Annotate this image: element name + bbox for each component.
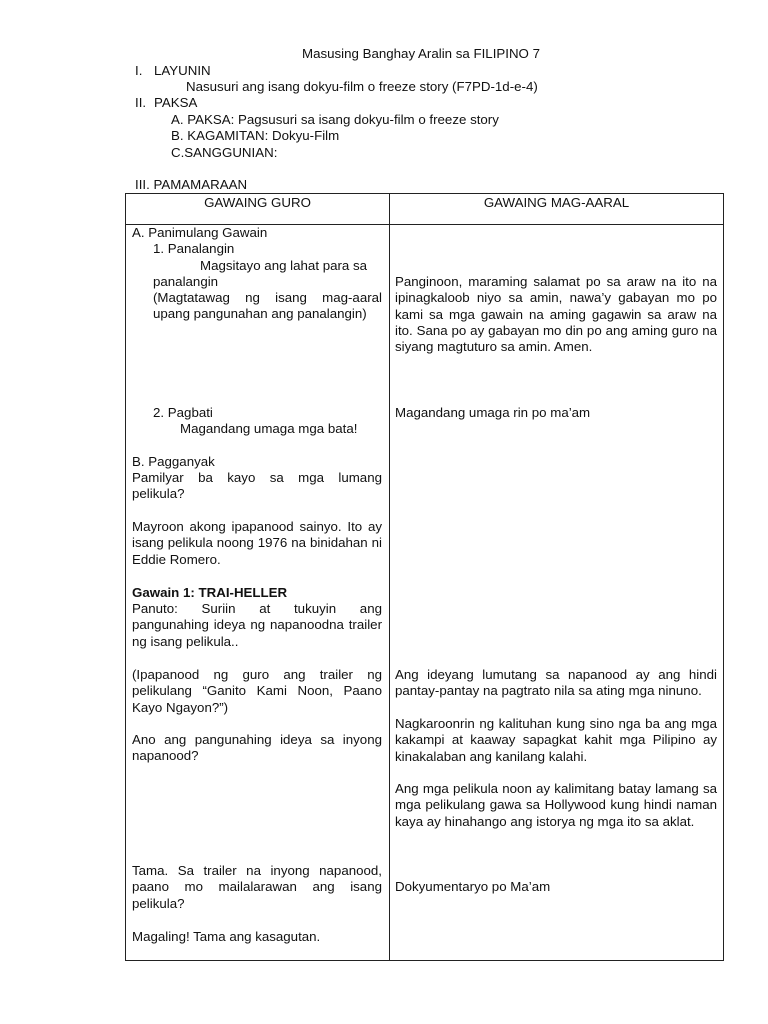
paksa-b: B. KAGAMITAN: Dokyu-Film (171, 128, 340, 143)
guro-panalangin-note: (Magtatawag ng isang mag-aaral upang pangunahan ang panalangin) (153, 290, 382, 322)
document-title: Masusing Banghay Aralin sa FILIPINO 7 (302, 46, 540, 61)
paksa-a: A. PAKSA: Pagsusuri sa isang dokyu-film o freeze story (171, 112, 499, 127)
guro-pagganyak-question: Pamilyar ba kayo sa mga lumang pelikula? (132, 470, 382, 502)
objective-text: Nasusuri ang isang dokyu-film o freeze story (F7PD-1d-e-4) (186, 79, 538, 94)
column-divider (389, 194, 390, 960)
section-3-label: III. PAMAMARAAN (135, 177, 248, 192)
guro-gawain-title (132, 585, 287, 601)
magaaral-greeting: Magandang umaga rin po ma’am (395, 405, 591, 420)
guro-panalangin-title: 1. Panalangin (153, 241, 235, 256)
guro-panalangin-line2: panalangin (153, 274, 219, 289)
guro-magaling: Magaling! Tama ang kasagutan. (132, 929, 321, 944)
guro-panalangin-line1: Magsitayo ang lahat para sa (200, 258, 368, 273)
guro-panimulang-title: A. Panimulang Gawain (132, 225, 268, 240)
guro-pagganyak-title: B. Pagganyak (132, 454, 215, 469)
procedure-table (125, 193, 724, 961)
magaaral-prayer: Panginoon, maraming salamat po sa araw na ito na ipinagkaloob niyo sa amin, nawa’y gabayan mo po kami sa mga gawain na aming gagawin sa araw na ito. Sana po ay gabayan mo din po ang aming guro na siyang magtuturo sa amin. Amen. (395, 274, 717, 355)
paksa-c: C.SANGGUNIAN: (171, 145, 278, 160)
magaaral-answer-3: Ang mga pelikula noon ay kalimitang batay lamang sa mga pelikulang gawa sa Hollywood kung hindi naman kaya ay hinahango ang istorya ng mga ito sa aklat. (395, 781, 717, 829)
section-1-label: LAYUNIN (154, 63, 211, 78)
guro-tama-question: Tama. Sa trailer na inyong napanood, paano mo mailalarawan ang isang pelikula? (132, 863, 382, 911)
section-2-label: PAKSA (154, 95, 198, 110)
guro-pagbati-text: Magandang umaga mga bata! (180, 421, 358, 436)
magaaral-answer-2: Nagkaroonrin ng kalituhan kung sino nga ba ang mga kakampi at kaaway sapagkat kahit mga Pilipino ay kinakalaban ang kanilang kalahi. (395, 716, 717, 764)
section-2-number: II. (135, 95, 147, 110)
guro-pagbati-title: 2. Pagbati (153, 405, 213, 420)
header-gawaing-mag-aaral: GAWAING MAG-AARAL (483, 195, 630, 210)
magaaral-answer-1: Ang ideyang lumutang sa napanood ay ang hindi pantay-pantay na pagtrato nila sa ating mga ninuno. (395, 667, 717, 699)
header-gawaing-guro: GAWAING GURO (204, 195, 311, 210)
gawain-title-text: Gawain 1: TRAI-HELLER (132, 585, 288, 600)
magaaral-answer-4: Dokyumentaryo po Ma’am (395, 879, 551, 894)
guro-panuto: Panuto: Suriin at tukuyin ang pangunahing ideya ng napanoodna trailer ng isang pelikula.. (132, 601, 382, 649)
guro-pagganyak-info: Mayroon akong ipapanood sainyo. Ito ay isang pelikula noong 1976 na binidahan ni Eddie Romero. (132, 519, 382, 567)
guro-idea-question: Ano ang pangunahing ideya sa inyong napanood? (132, 732, 382, 764)
section-1-number: I. (135, 63, 143, 78)
guro-trailer-note: (Ipapanood ng guro ang trailer ng pelikulang “Ganito Kami Noon, Paano Kayo Ngayon?”) (132, 667, 382, 715)
